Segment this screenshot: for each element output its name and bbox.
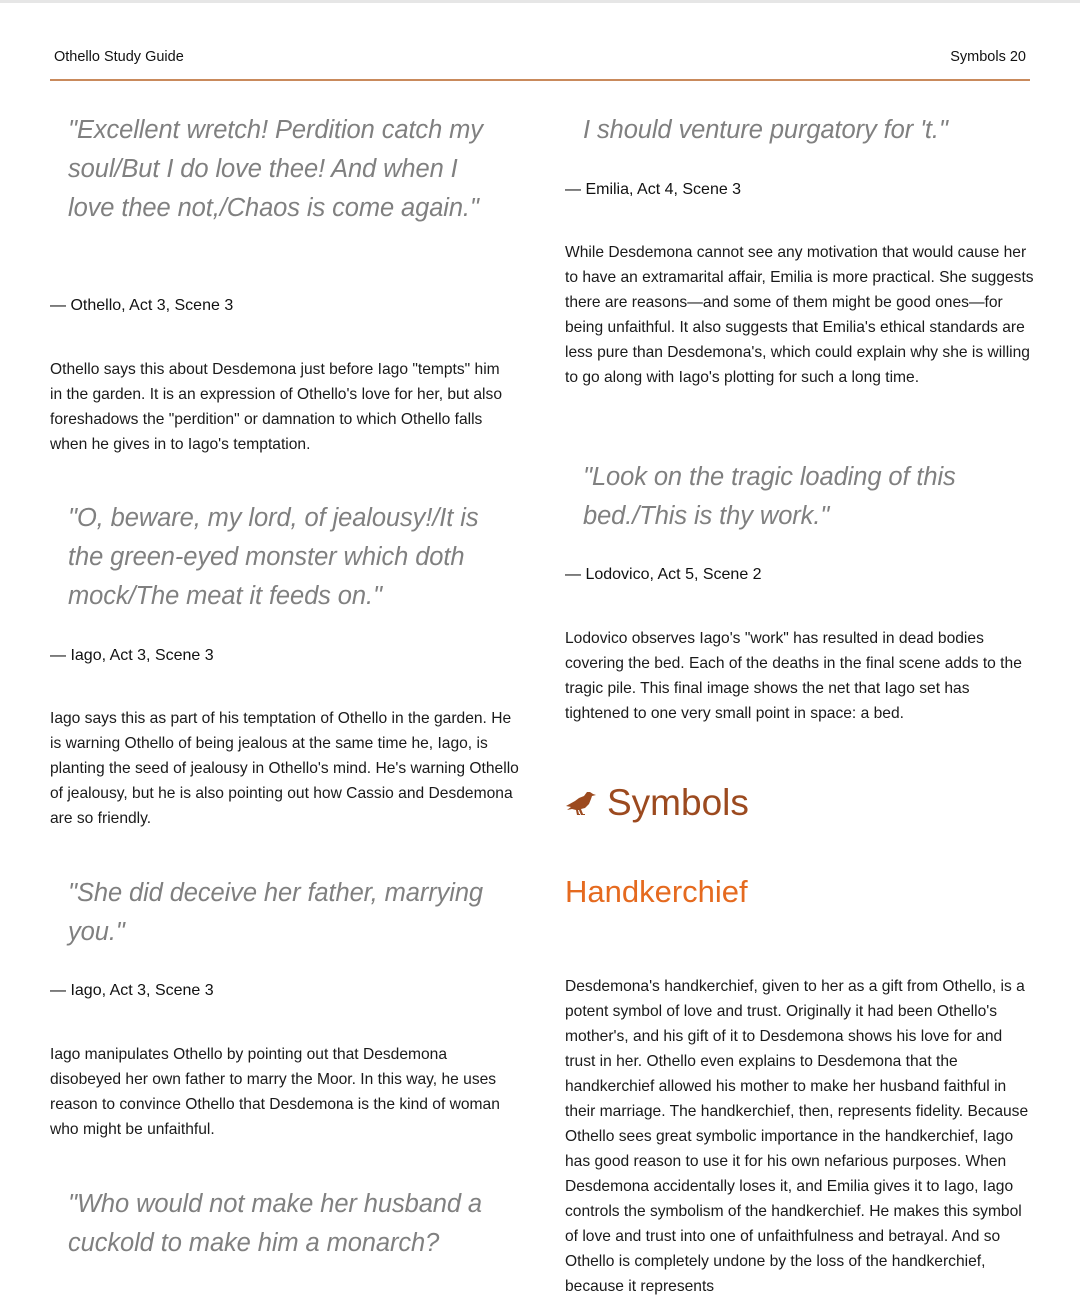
quote-attribution: — Iago, Act 3, Scene 3 [50, 647, 214, 664]
quote-text-continuation: I should venture purgatory for 't." [583, 116, 948, 144]
quote-attribution: — Iago, Act 3, Scene 3 [50, 982, 214, 999]
guide-title: Othello Study Guide [54, 49, 184, 65]
quote-text: "She did deceive her father, marrying you." [68, 879, 483, 946]
bird-icon [565, 789, 597, 817]
running-header [54, 49, 1026, 69]
quote-attribution: — Lodovico, Act 5, Scene 2 [565, 566, 762, 583]
quote-text: "Excellent wretch! Perdition catch my soul/But I do love thee! And when I love thee not,/Chaos is come again." [68, 116, 483, 222]
quote-explanation: Lodovico observes Iago's "work" has resulted in dead bodies covering the bed. Each of the deaths in the final scene adds to the tragic pile. This final image shows the net that Iago set has tightened to one very small point in space: a bed. [565, 630, 1022, 722]
header-divider [50, 79, 1030, 81]
quote-explanation: Iago manipulates Othello by pointing out that Desdemona disobeyed her own father to marry the Moor. In this way, he uses reason to convince Othello that Desdemona is the kind of woman who might be unfaithful. [50, 1046, 500, 1138]
page-top-edge [0, 0, 1080, 3]
quote-explanation: Othello says this about Desdemona just before Iago "tempts" him in the garden. It is an expression of Othello's love for her, but also foreshadows the "perdition" or damnation to which Othello falls when he gives in to Iago's temptation. [50, 361, 502, 453]
section-page-number: Symbols 20 [950, 49, 1026, 65]
subsection-body: Desdemona's handkerchief, given to her as a gift from Othello, is a potent symbol of love and trust. Originally it had been Othello's mother's, and his gift of it to Desdemona shows his love for and trust in her. Othello even explains to Desdemona that the handkerchief allowed his mother to make her husband faithful in their marriage. The handkerchief, then, represents fidelity. Because Othello sees great symbolic importance in the handkerchief, Iago has good reason to use it for his own nefarious purposes. When Desdemona accidentally loses it, and Emilia gives it to Iago, Iago controls the symbolism of the handkerchief. He makes this symbol of love and trust into one of unfaithfulness and betrayal. And so Othello is completely undone by the loss of the handkerchief, because it represents [565, 978, 1029, 1295]
quote-explanation: Iago says this as part of his temptation of Othello in the garden. He is warning Othello of being jealous at the same time he, Iago, is planting the seed of jealousy in Othello's mind. He's warning Othello of jealousy, but he is also pointing out how Cassio and Desdemona are so friendly. [50, 710, 519, 827]
subsection-title: Handkerchief [565, 874, 748, 909]
section-heading [565, 782, 749, 824]
quote-text: "Look on the tragic loading of this bed./This is thy work." [583, 463, 956, 530]
quote-attribution: — Othello, Act 3, Scene 3 [50, 297, 234, 314]
quote-text: "Who would not make her husband a cuckold to make him a monarch? [68, 1190, 483, 1257]
quote-attribution: — Emilia, Act 4, Scene 3 [565, 181, 742, 198]
quote-explanation: While Desdemona cannot see any motivation that would cause her to have an extramarital affair, Emilia is more practical. She suggests there are reasons—and some of them might be good ones—for being unfaithful. It also suggests that Emilia's ethical standards are less pure than Desdemona's, which could explain why she is willing to go along with Iago's plotting for such a long time. [565, 244, 1034, 386]
quote-text: "O, beware, my lord, of jealousy!/It is the green-eyed monster which doth mock/The meat it feeds on." [68, 504, 479, 610]
section-title: Symbols [607, 782, 749, 823]
